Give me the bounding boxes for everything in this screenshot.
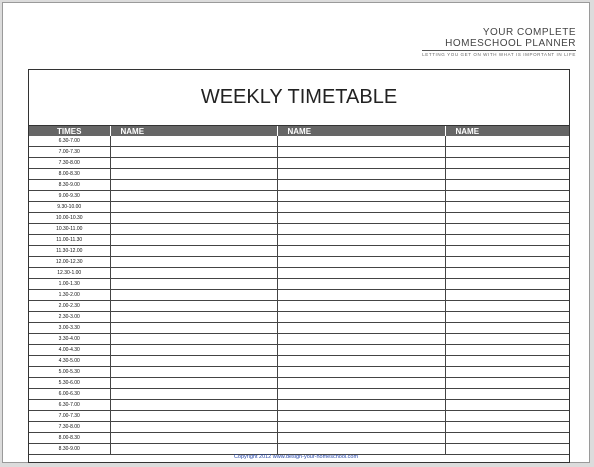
- time-slot: 6.30-7.00: [29, 400, 110, 411]
- name-cell-3[interactable]: [445, 345, 569, 356]
- name-cell-3[interactable]: [445, 180, 569, 191]
- time-slot: 10.30-11.00: [29, 224, 110, 235]
- name-cell-1[interactable]: [110, 235, 277, 246]
- planner-page: [2, 2, 590, 463]
- name-cell-1[interactable]: [110, 202, 277, 213]
- name-cell-2[interactable]: [277, 312, 445, 323]
- name-cell-2[interactable]: [277, 191, 445, 202]
- copyright-footer[interactable]: Copyright 2012 www.design-your-homeschool.com: [233, 454, 359, 460]
- time-slot: 7.30-8.00: [29, 422, 110, 433]
- name-cell-2[interactable]: [277, 279, 445, 290]
- table-row: [29, 213, 569, 224]
- name-cell-1[interactable]: [110, 191, 277, 202]
- table-row: [29, 345, 569, 356]
- name-cell-2[interactable]: [277, 422, 445, 433]
- table-row: [29, 136, 569, 147]
- name-cell-3[interactable]: [445, 202, 569, 213]
- name-cell-1[interactable]: [110, 180, 277, 191]
- name-cell-3[interactable]: [445, 147, 569, 158]
- name-cell-1[interactable]: [110, 323, 277, 334]
- time-slot: 11.00-11.30: [29, 235, 110, 246]
- name-cell-1[interactable]: [110, 224, 277, 235]
- name-cell-3[interactable]: [445, 158, 569, 169]
- name-cell-1[interactable]: [110, 433, 277, 444]
- time-slot: 8.30-9.00: [29, 180, 110, 191]
- name-cell-1[interactable]: [110, 422, 277, 433]
- table-row: [29, 444, 569, 455]
- name-cell-3[interactable]: [445, 213, 569, 224]
- time-slot: 11.30-12.00: [29, 246, 110, 257]
- name-cell-1[interactable]: [110, 411, 277, 422]
- name-cell-2[interactable]: [277, 224, 445, 235]
- name-cell-2[interactable]: [277, 356, 445, 367]
- time-slot: 3.30-4.00: [29, 334, 110, 345]
- time-slot: 5.30-6.00: [29, 378, 110, 389]
- name-cell-2[interactable]: [277, 158, 445, 169]
- name-cell-2[interactable]: [277, 213, 445, 224]
- name-cell-2[interactable]: [277, 301, 445, 312]
- name-cell-2[interactable]: [277, 389, 445, 400]
- name-cell-3[interactable]: [445, 312, 569, 323]
- table-row: [29, 268, 569, 279]
- table-row: [29, 433, 569, 444]
- name-cell-1[interactable]: [110, 257, 277, 268]
- header-row: [29, 126, 569, 136]
- name-cell-1[interactable]: [110, 136, 277, 147]
- table-row: [29, 224, 569, 235]
- name-cell-3[interactable]: [445, 257, 569, 268]
- header-name-3: NAME: [445, 126, 569, 136]
- name-cell-1[interactable]: [110, 290, 277, 301]
- name-cell-1[interactable]: [110, 378, 277, 389]
- table-row: [29, 356, 569, 367]
- name-cell-3[interactable]: [445, 356, 569, 367]
- name-cell-2[interactable]: [277, 169, 445, 180]
- title-box: [29, 70, 569, 126]
- time-slot: 5.00-5.30: [29, 367, 110, 378]
- name-cell-2[interactable]: [277, 147, 445, 158]
- name-cell-3[interactable]: [445, 246, 569, 257]
- name-cell-3[interactable]: [445, 422, 569, 433]
- time-slot: 6.30-7.00: [29, 136, 110, 147]
- table-row: [29, 279, 569, 290]
- name-cell-3[interactable]: [445, 444, 569, 455]
- name-cell-3[interactable]: [445, 378, 569, 389]
- time-slot: 12.30-1.00: [29, 268, 110, 279]
- name-cell-3[interactable]: [445, 433, 569, 444]
- table-row: [29, 389, 569, 400]
- name-cell-1[interactable]: [110, 334, 277, 345]
- name-cell-2[interactable]: [277, 235, 445, 246]
- name-cell-1[interactable]: [110, 147, 277, 158]
- page-title: WEEKLY TIMETABLE: [200, 86, 398, 108]
- time-slot: 4.30-5.00: [29, 356, 110, 367]
- name-cell-3[interactable]: [445, 136, 569, 147]
- brand-tagline: LETTING YOU GET ON WITH WHAT IS IMPORTANT IN LIFE: [422, 52, 576, 57]
- table-row: [29, 257, 569, 268]
- name-cell-1[interactable]: [110, 367, 277, 378]
- table-row: [29, 400, 569, 411]
- name-cell-2[interactable]: [277, 323, 445, 334]
- name-cell-1[interactable]: [110, 213, 277, 224]
- time-slot: 1.00-1.30: [29, 279, 110, 290]
- table-row: [29, 312, 569, 323]
- name-cell-1[interactable]: [110, 268, 277, 279]
- name-cell-2[interactable]: [277, 290, 445, 301]
- time-slot: 7.00-7.30: [29, 147, 110, 158]
- time-slot: 8.30-9.00: [29, 444, 110, 455]
- name-cell-1[interactable]: [110, 389, 277, 400]
- table-row: [29, 235, 569, 246]
- time-slot: 2.00-2.30: [29, 301, 110, 312]
- name-cell-1[interactable]: [110, 400, 277, 411]
- table-row: [29, 301, 569, 312]
- name-cell-1[interactable]: [110, 345, 277, 356]
- name-cell-2[interactable]: [277, 180, 445, 191]
- header-name-1: NAME: [110, 126, 277, 136]
- name-cell-1[interactable]: [110, 444, 277, 455]
- table-row: [29, 323, 569, 334]
- brand-block: [422, 27, 576, 59]
- table-row: [29, 422, 569, 433]
- time-slot: 1.30-2.00: [29, 290, 110, 301]
- table-row: [29, 378, 569, 389]
- table-row: [29, 202, 569, 213]
- name-cell-2[interactable]: [277, 400, 445, 411]
- time-slot: 3.00-3.30: [29, 323, 110, 334]
- name-cell-1[interactable]: [110, 356, 277, 367]
- time-slot: 10.00-10.30: [29, 213, 110, 224]
- timetable: [29, 126, 569, 455]
- time-slot: 2.30-3.00: [29, 312, 110, 323]
- name-cell-3[interactable]: [445, 191, 569, 202]
- table-row: [29, 411, 569, 422]
- table-row: [29, 367, 569, 378]
- table-row: [29, 334, 569, 345]
- name-cell-2[interactable]: [277, 334, 445, 345]
- name-cell-3[interactable]: [445, 224, 569, 235]
- time-slot: 8.00-8.30: [29, 169, 110, 180]
- name-cell-2[interactable]: [277, 433, 445, 444]
- name-cell-3[interactable]: [445, 323, 569, 334]
- name-cell-1[interactable]: [110, 246, 277, 257]
- brand-line-2: HOMESCHOOL PLANNER: [422, 38, 576, 51]
- brand-line-1: YOUR COMPLETE: [482, 27, 576, 38]
- name-cell-1[interactable]: [110, 158, 277, 169]
- time-slot: 6.00-6.30: [29, 389, 110, 400]
- name-cell-2[interactable]: [277, 257, 445, 268]
- name-cell-3[interactable]: [445, 268, 569, 279]
- name-cell-3[interactable]: [445, 290, 569, 301]
- table-row: [29, 246, 569, 257]
- name-cell-1[interactable]: [110, 279, 277, 290]
- name-cell-3[interactable]: [445, 301, 569, 312]
- table-row: [29, 191, 569, 202]
- table-row: [29, 147, 569, 158]
- timetable-frame: [28, 69, 570, 463]
- name-cell-2[interactable]: [277, 367, 445, 378]
- name-cell-3[interactable]: [445, 400, 569, 411]
- name-cell-1[interactable]: [110, 312, 277, 323]
- name-cell-2[interactable]: [277, 246, 445, 257]
- timetable-body: [29, 136, 569, 455]
- table-row: [29, 169, 569, 180]
- name-cell-3[interactable]: [445, 334, 569, 345]
- name-cell-1[interactable]: [110, 169, 277, 180]
- name-cell-3[interactable]: [445, 169, 569, 180]
- name-cell-3[interactable]: [445, 411, 569, 422]
- name-cell-2[interactable]: [277, 378, 445, 389]
- name-cell-3[interactable]: [445, 279, 569, 290]
- table-row: [29, 290, 569, 301]
- table-row: [29, 158, 569, 169]
- name-cell-3[interactable]: [445, 235, 569, 246]
- name-cell-2[interactable]: [277, 136, 445, 147]
- time-slot: 8.00-8.30: [29, 433, 110, 444]
- name-cell-2[interactable]: [277, 268, 445, 279]
- name-cell-1[interactable]: [110, 301, 277, 312]
- time-slot: 7.00-7.30: [29, 411, 110, 422]
- time-slot: 9.30-10.00: [29, 202, 110, 213]
- table-row: [29, 180, 569, 191]
- time-slot: 7.30-8.00: [29, 158, 110, 169]
- name-cell-2[interactable]: [277, 202, 445, 213]
- time-slot: 4.00-4.30: [29, 345, 110, 356]
- name-cell-3[interactable]: [445, 389, 569, 400]
- header-times: TIMES: [29, 126, 110, 136]
- time-slot: 12.00-12.30: [29, 257, 110, 268]
- name-cell-2[interactable]: [277, 411, 445, 422]
- name-cell-2[interactable]: [277, 444, 445, 455]
- name-cell-2[interactable]: [277, 345, 445, 356]
- header-name-2: NAME: [277, 126, 445, 136]
- name-cell-3[interactable]: [445, 367, 569, 378]
- time-slot: 9.00-9.30: [29, 191, 110, 202]
